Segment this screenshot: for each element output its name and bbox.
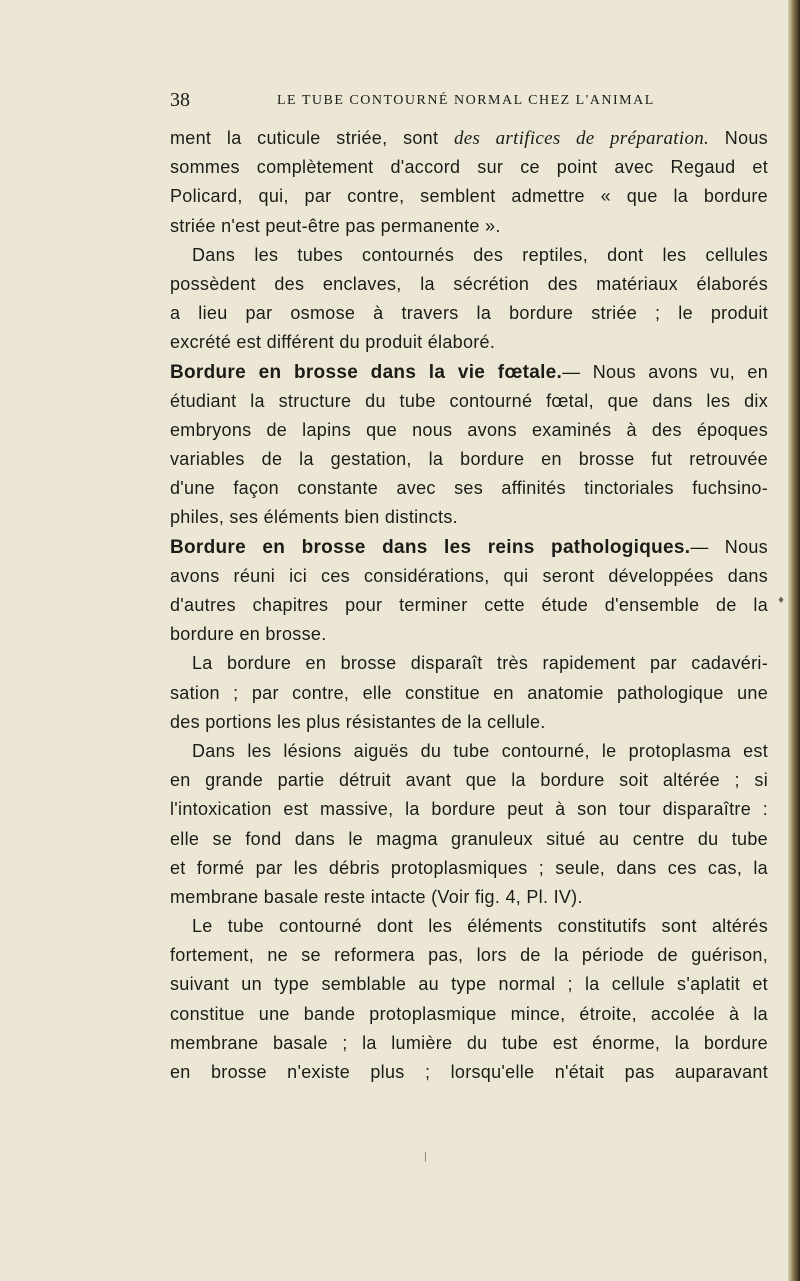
text-line: Dans les lésions aiguës du tube contourné, le protoplasma est — [192, 740, 768, 761]
text-segment: Nous — [709, 128, 768, 148]
running-title: LE TUBE CONTOURNÉ NORMAL CHEZ L'ANIMAL — [277, 93, 655, 108]
text-line: avons réuni ici ces considérations, qui seront développées dans — [170, 565, 768, 586]
text-line: et formé par les débris protoplasmiques ; seule, dans ces cas, la — [170, 857, 768, 878]
text-line — [170, 358, 768, 387]
running-header — [170, 89, 770, 115]
text-line: variables de la gestation, la bordure en brosse fut retrouvée — [170, 449, 768, 470]
text-line: possèdent des enclaves, la sécrétion des matériaux élaborés — [170, 273, 768, 294]
text-line: fortement, ne se reformera pas, lors de la période de guérison, — [170, 945, 768, 966]
speck-mark: | — [424, 1152, 428, 1162]
text-line: étudiant la structure du tube contourné fœtal, que dans les dix — [170, 390, 768, 411]
text-line: sation ; par contre, elle constitue en anatomie pathologique une — [170, 682, 768, 703]
text-segment: — Nous avons vu, en — [562, 361, 768, 382]
text-line: membrane basale reste intacte (Voir fig. 4, Pl. IV). — [170, 886, 583, 907]
text-line: excrété est différent du produit élaboré. — [170, 332, 496, 353]
text-line: elle se fond dans le magma granuleux situé au centre du tube — [170, 828, 768, 849]
speck-mark: ♦ — [777, 596, 786, 606]
page-edge-shadow — [788, 0, 800, 1281]
text-line: a lieu par osmose à travers la bordure striée ; le produit — [170, 303, 768, 324]
text-line — [170, 124, 768, 153]
text-line: d'autres chapitres pour terminer cette étude d'ensemble de la — [170, 595, 768, 615]
text-line — [170, 533, 768, 562]
body-text — [170, 124, 768, 1087]
text-line: membrane basale ; la lumière du tube est énorme, la bordure — [170, 1032, 768, 1053]
text-line: d'une façon constante avec ses affinités tinctoriales fuchsino- — [170, 478, 768, 499]
text-segment: — Nous — [690, 536, 768, 557]
text-line: des portions les plus résistantes de la cellule. — [170, 711, 546, 732]
text-line: l'intoxication est massive, la bordure peut à son tour disparaître : — [170, 799, 768, 820]
text-line: Policard, qui, par contre, semblent admettre « que la bordure — [170, 186, 768, 207]
text-line: en grande partie détruit avant que la bordure soit altérée ; si — [170, 770, 768, 791]
text-line: Dans les tubes contournés des reptiles, dont les cellules — [192, 244, 768, 265]
text-line: philes, ses éléments bien distincts. — [170, 507, 458, 528]
italic-phrase: des artifices de préparation. — [453, 128, 710, 149]
section-heading: Bordure en brosse dans les reins pathologiques. — [170, 536, 691, 558]
text-line: en brosse n'existe plus ; lorsqu'elle n'était pas auparavant — [170, 1062, 768, 1082]
text-line: striée n'est peut-être pas permanente ». — [170, 215, 501, 236]
text-line: La bordure en brosse disparaît très rapidement par cadavéri- — [192, 653, 768, 674]
text-line: Le tube contourné dont les éléments constitutifs sont altérés — [192, 916, 768, 937]
text-segment: ment la cuticule striée, sont — [170, 128, 454, 148]
text-line: suivant un type semblable au type normal ; la cellule s'aplatit et — [170, 974, 768, 995]
text-line: embryons de lapins que nous avons examinés à des époques — [170, 419, 768, 440]
text-line: bordure en brosse. — [170, 624, 327, 645]
page-number: 38 — [170, 89, 190, 111]
section-heading: Bordure en brosse dans la vie fœtale. — [170, 361, 563, 383]
text-line: sommes complètement d'accord sur ce point avec Regaud et — [170, 157, 768, 178]
text-line: constitue une bande protoplasmique mince, étroite, accolée à la — [170, 1003, 768, 1024]
